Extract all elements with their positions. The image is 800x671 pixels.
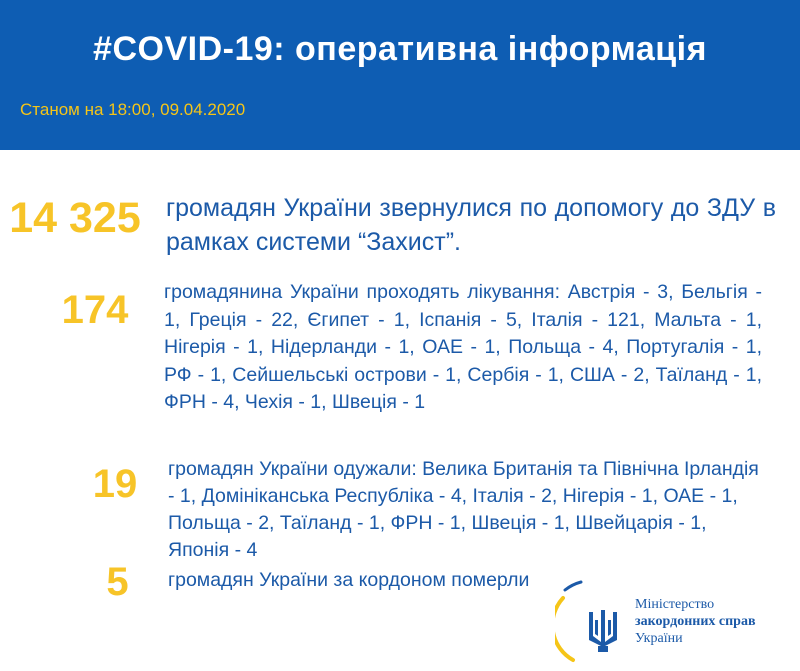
header-banner — [0, 0, 800, 150]
trident-icon — [555, 580, 635, 665]
mfa-logo — [555, 580, 795, 665]
stat-text-recovered: громадян України одужали: Велика Британія та Північна Ірландія - 1, Домініканська Республіка - 4, Італія - 2, Нігерія - 1, ОАЕ - 1, Польща - 2, Таїланд - 1, ФРН - 1, Швеція - 1, Швейцарія - 1, Японія - 4 — [168, 458, 759, 561]
stat-number-deceased: 5 — [106, 560, 129, 604]
stat-text-deceased: громадян України за кордоном померли — [168, 569, 530, 591]
stat-text-appeals: громадян України звернулися по допомогу до ЗДУ в рамках системи “Захист”. — [166, 194, 776, 256]
stat-number-recovered: 19 — [92, 462, 138, 506]
stat-number-treatment: 174 — [61, 288, 129, 332]
mfa-line-2: закордонних справ — [635, 614, 756, 629]
status-date: Станом на 18:00, 09.04.2020 — [20, 100, 246, 119]
mfa-line-1: Міністерство — [635, 597, 715, 612]
page-title: #COVID-19: оперативна інформація — [93, 30, 707, 68]
mfa-name — [635, 596, 756, 647]
mfa-line-3: України — [635, 631, 683, 646]
stat-text-treatment: громадянина України проходять лікування: Австрія - 3, Бельгія - 1, Греція - 22, Єгипет - 1, Іспанія - 5, Італія - 121, Мальта - 1, Нігерія - 1, Нідерланди - 1, ОАЕ - 1, Польща - 4, Португалія - 1, РФ - 1, Сейшельські острови - 1, Сербія - 1, США - 2, Таїланд - 1, ФРН - 4, Чехія - 1, Швеція - 1 — [164, 281, 762, 413]
stat-number-appeals: 14 325 — [9, 194, 141, 242]
